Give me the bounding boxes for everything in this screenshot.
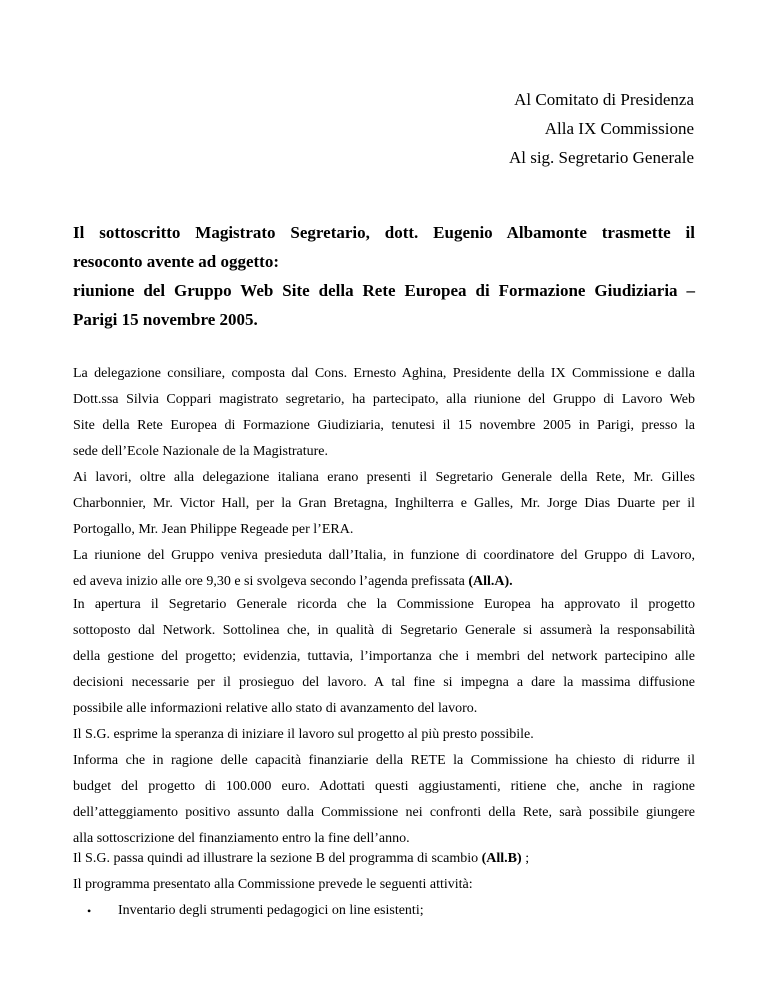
- attachment-reference: (All.A).: [468, 574, 513, 589]
- subject-heading: [73, 218, 695, 334]
- text-line: Ai lavori, oltre alla delegazione italiana erano presenti il Segretario Generale della Rete, Mr. Gilles: [73, 470, 695, 485]
- text-line: Site della Rete Europea di Formazione Giudiziaria, tenutesi il 15 novembre 2005 in Parigi, presso la: [73, 418, 695, 433]
- text-fragment: ;: [521, 851, 530, 866]
- text-line: della gestione del progetto; evidenzia, tuttavia, l’importanza che i membri del network partecipino alle: [73, 649, 695, 664]
- text-line: La riunione del Gruppo veniva presieduta dall’Italia, in funzione di coordinatore del Gruppo di Lavoro,: [73, 548, 695, 563]
- recipient-line: Al Comitato di Presidenza: [514, 90, 694, 109]
- bullet-icon: •: [87, 904, 92, 918]
- attachment-reference: (All.B): [481, 851, 522, 866]
- text-line: decisioni necessarie per il prosieguo del lavoro. A tal fine si impegna a dare la massima diffusione: [73, 675, 695, 690]
- text-line: alla sottoscrizione del finanziamento entro la fine dell’anno.: [73, 831, 410, 846]
- text-fragment: ed aveva inizio alle ore 9,30 e si svolgeva secondo l’agenda prefissata: [73, 574, 469, 589]
- subject-line: Il sottoscritto Magistrato Segretario, dott. Eugenio Albamonte trasmette il: [73, 223, 695, 242]
- text-line: Charbonnier, Mr. Victor Hall, per la Gran Bretagna, Inghilterra e Galles, Mr. Jorge Dias Duarte per il: [73, 496, 695, 511]
- text-line: dell’atteggiamento positivo assunto dalla Commissione nei confronti della Rete, sarà possibile giungere: [73, 805, 695, 820]
- list-item: [73, 898, 695, 924]
- text-line: possibile alle informazioni relative allo stato di avanzamento del lavoro.: [73, 701, 478, 716]
- text-line: Dott.ssa Silvia Coppari magistrato segretario, ha partecipato, alla riunione del Gruppo di Lavoro Web: [73, 392, 695, 407]
- recipient-line: Al sig. Segretario Generale: [508, 148, 694, 167]
- recipient-line: Alla IX Commissione: [544, 119, 694, 138]
- text-line: [73, 846, 695, 872]
- text-line: La delegazione consiliare, composta dal Cons. Ernesto Aghina, Presidente della IX Commissione e dalla: [73, 366, 695, 381]
- text-line: Informa che in ragione delle capacità finanziarie della RETE la Commissione ha chiesto di ridurre il: [73, 753, 695, 768]
- paragraph-opening: [73, 592, 695, 852]
- recipients-block: [509, 85, 694, 172]
- text-line: In apertura il Segretario Generale ricorda che la Commissione Europea ha approvato il progetto: [73, 597, 695, 612]
- text-line: Portogallo, Mr. Jean Philippe Regeade per l’ERA.: [73, 522, 354, 537]
- text-line: Il S.G. esprime la speranza di iniziare il lavoro sul progetto al più presto possibile.: [73, 727, 534, 742]
- text-line: Il programma presentato alla Commissione prevede le seguenti attività:: [73, 877, 473, 892]
- paragraph-delegation: [73, 361, 695, 595]
- list-item-text: Inventario degli strumenti pedagogici on line esistenti;: [118, 903, 424, 918]
- text-fragment: Il S.G. passa quindi ad illustrare la sezione B del programma di scambio: [73, 851, 482, 866]
- subject-line: Parigi 15 novembre 2005.: [73, 310, 258, 329]
- activities-list: [73, 898, 695, 924]
- text-line: sottoposto dal Network. Sottolinea che, in qualità di Segretario Generale si assumerà la responsabilità: [73, 623, 695, 638]
- subject-line: riunione del Gruppo Web Site della Rete Europea di Formazione Giudiziaria –: [73, 281, 695, 300]
- text-line: sede dell’Ecole Nazionale de la Magistrature.: [73, 444, 328, 459]
- paragraph-exchange-program: [73, 846, 695, 924]
- text-line: budget del progetto di 100.000 euro. Adottati questi aggiustamenti, ritiene che, anche in ragione: [73, 779, 695, 794]
- subject-line: resoconto avente ad oggetto:: [73, 252, 280, 271]
